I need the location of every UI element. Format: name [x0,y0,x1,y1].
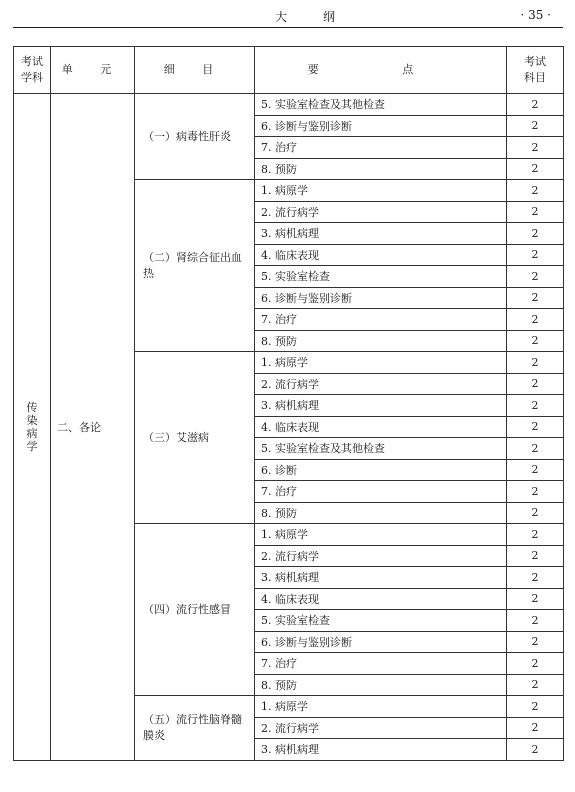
point-cell: 1. 病原学 [255,696,507,718]
point-cell: 8. 预防 [255,158,507,180]
point-cell: 3. 病机病理 [255,739,507,761]
point-cell: 7. 治疗 [255,481,507,503]
point-cell: 6. 诊断与鉴别诊断 [255,287,507,309]
point-cell: 7. 治疗 [255,309,507,331]
point-cell: 3. 病机病理 [255,223,507,245]
col-header-point: 要 点 [255,47,507,94]
level-cell: 2 [507,201,564,223]
page-header [13,0,563,28]
point-cell: 1. 病原学 [255,524,507,546]
point-cell: 1. 病原学 [255,180,507,202]
level-cell: 2 [507,502,564,524]
point-cell: 2. 流行病学 [255,201,507,223]
level-cell: 2 [507,739,564,761]
level-cell: 2 [507,309,564,331]
level-cell: 2 [507,395,564,417]
point-cell: 4. 临床表现 [255,588,507,610]
level-cell: 2 [507,610,564,632]
table-body [14,94,564,761]
point-cell: 5. 实验室检查 [255,266,507,288]
level-cell: 2 [507,373,564,395]
point-cell: 2. 流行病学 [255,717,507,739]
level-cell: 2 [507,653,564,675]
page-number: · 35 · [520,8,551,22]
point-cell: 3. 病机病理 [255,395,507,417]
level-cell: 2 [507,266,564,288]
col-header-detail: 细 目 [135,47,255,94]
level-cell: 2 [507,588,564,610]
level-cell: 2 [507,459,564,481]
point-cell: 8. 预防 [255,330,507,352]
point-cell: 5. 实验室检查及其他检查 [255,94,507,116]
level-cell: 2 [507,137,564,159]
detail-cell: （二）肾综合征出血热 [135,180,255,352]
level-cell: 2 [507,244,564,266]
point-cell: 8. 预防 [255,502,507,524]
level-cell: 2 [507,158,564,180]
level-cell: 2 [507,180,564,202]
level-cell: 2 [507,223,564,245]
point-cell: 7. 治疗 [255,137,507,159]
point-cell: 7. 治疗 [255,653,507,675]
point-cell: 4. 临床表现 [255,416,507,438]
level-cell: 2 [507,674,564,696]
level-cell: 2 [507,524,564,546]
point-cell: 3. 病机病理 [255,567,507,589]
point-cell: 2. 流行病学 [255,373,507,395]
level-cell: 2 [507,416,564,438]
col-header-subject: 考试 学科 [14,47,51,94]
syllabus-table [13,46,564,761]
detail-cell: （五）流行性脑脊髓膜炎 [135,696,255,761]
level-cell: 2 [507,567,564,589]
level-cell: 2 [507,631,564,653]
level-cell: 2 [507,717,564,739]
point-cell: 5. 实验室检查及其他检查 [255,438,507,460]
point-cell: 5. 实验室检查 [255,610,507,632]
point-cell: 8. 预防 [255,674,507,696]
level-cell: 2 [507,352,564,374]
level-cell: 2 [507,330,564,352]
table-row [14,94,564,116]
point-cell: 4. 临床表现 [255,244,507,266]
point-cell: 6. 诊断与鉴别诊断 [255,631,507,653]
level-cell: 2 [507,287,564,309]
subject-label: 传染病学 [26,400,38,453]
level-cell: 2 [507,438,564,460]
point-cell: 6. 诊断 [255,459,507,481]
point-cell: 1. 病原学 [255,352,507,374]
unit-cell: 二、各论 [51,94,135,761]
level-cell: 2 [507,696,564,718]
level-cell: 2 [507,115,564,137]
point-cell: 2. 流行病学 [255,545,507,567]
detail-cell: （四）流行性感冒 [135,524,255,696]
point-cell: 6. 诊断与鉴别诊断 [255,115,507,137]
running-title: 大纲 [275,10,372,24]
detail-cell: （一）病毒性肝炎 [135,94,255,180]
level-cell: 2 [507,545,564,567]
subject-cell [14,94,51,761]
col-header-level: 考试 科目 [507,47,564,94]
table-header-row [14,47,564,94]
col-header-unit: 单 元 [51,47,135,94]
level-cell: 2 [507,481,564,503]
detail-cell: （三）艾滋病 [135,352,255,524]
level-cell: 2 [507,94,564,116]
